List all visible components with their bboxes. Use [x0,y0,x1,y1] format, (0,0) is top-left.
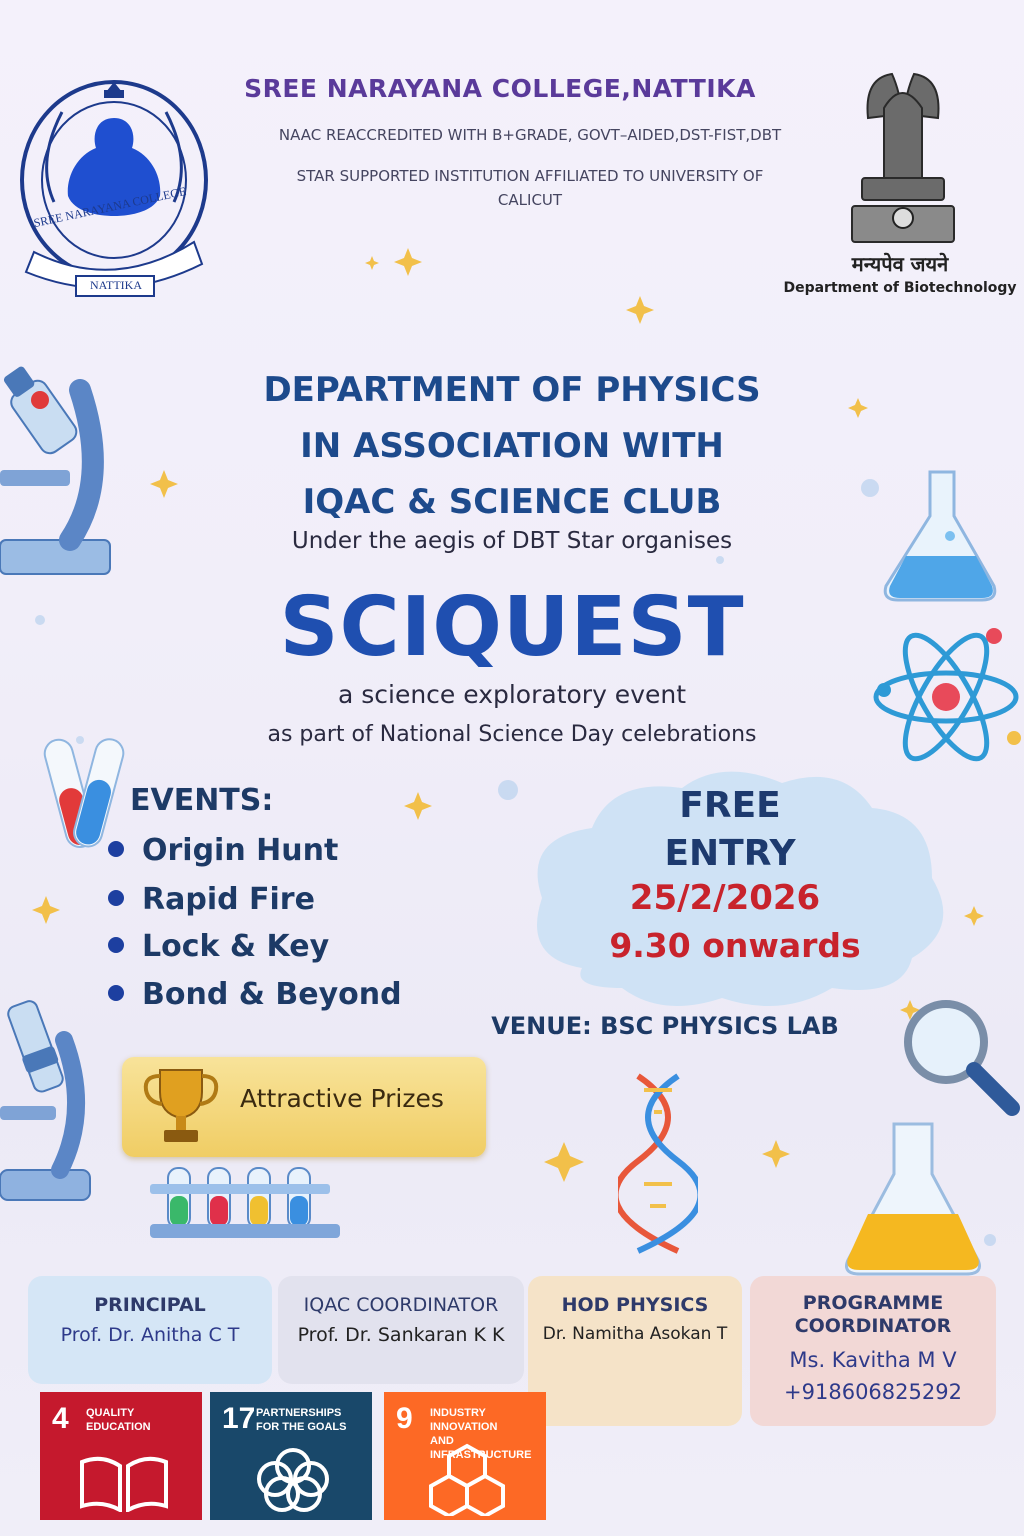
sdg-4-tile [40,1392,202,1520]
event-item-origin-hunt [108,833,338,868]
bullet-icon [108,841,124,857]
event-date: 25/2/2026 [629,878,821,918]
dna-helix-icon [618,1066,698,1256]
flask-illustration [880,466,1000,606]
event-time: 9.30 onwards [609,926,861,965]
event-item-label: Bond & Beyond [142,977,402,1012]
iqac-coordinator-name: Prof. Dr. Sankaran K K [297,1324,505,1346]
programme-coordinator-name: Ms. Kavitha M V [789,1348,957,1372]
dbt-motto: मन्यपेव जयने [851,252,949,276]
accreditation-line-1: NAAC REACCREDITED WITH B+GRADE, GOVT–AIDED,DST-FIST,DBT [278,126,782,144]
hod-physics-role: HOD PHYSICS [561,1294,709,1316]
conical-flask-illustration [838,1118,988,1278]
magnifying-glass-icon [898,994,1024,1120]
sdg-label [256,1406,366,1434]
event-item-label: Lock & Key [142,929,330,964]
programme-coordinator-card [750,1276,996,1426]
sdg-label-line-2: EDUCATION [86,1421,151,1433]
event-name: SCIQUEST [279,580,745,675]
bullet-icon [108,937,124,953]
programme-coordinator-role [750,1292,996,1338]
sdg-label-line-1: QUALITY [86,1407,135,1419]
prizes-label: Attractive Prizes [240,1084,444,1113]
college-name: SREE NARAYANA COLLEGE,NATTIKA [244,74,756,103]
iqac-coordinator-card [278,1276,524,1384]
programme-coordinator-phone: +918606825292 [784,1380,962,1404]
principal-role: PRINCIPAL [94,1294,206,1316]
rings-icon [250,1444,336,1514]
sdg-label-line-1: PARTNERSHIPS [256,1407,342,1419]
sdg-number: 9 [396,1402,413,1435]
event-item-label: Origin Hunt [142,833,339,868]
events-heading: EVENTS: [130,783,274,818]
hod-physics-name: Dr. Namitha Asokan T [542,1324,728,1344]
free-entry-line-2: ENTRY [664,833,796,874]
principal-name: Prof. Dr. Anitha C T [60,1324,240,1346]
department-line-1: DEPARTMENT OF PHYSICS [263,370,761,410]
event-item-rapid-fire [108,882,315,917]
atom-icon [868,622,1024,772]
sdg-label [86,1406,196,1434]
accreditation-line-2 [230,164,830,212]
test-tube-rack-illustration [150,1162,340,1242]
department-heading [0,362,1024,530]
microscope-illustration-2 [0,990,100,1210]
free-entry-label [590,782,870,878]
sdg-label-line-1: INDUSTRY INNOVATION [430,1407,498,1433]
programme-coordinator-role-line-2: COORDINATOR [794,1315,952,1337]
bullet-icon [108,985,124,1001]
sdg-label-line-2: FOR THE GOALS [256,1421,347,1433]
event-occasion: as part of National Science Day celebrations [267,722,757,747]
event-item-label: Rapid Fire [142,882,315,917]
event-venue: VENUE: BSC PHYSICS LAB [491,1012,839,1040]
sdg-number: 4 [52,1402,69,1435]
department-line-3: IQAC & SCIENCE CLUB [302,482,722,522]
dbt-department-name: Department of Biotechnology [783,280,1017,296]
national-emblem-icon [838,58,968,258]
book-pen-icon [74,1452,174,1512]
department-line-2: IN ASSOCIATION WITH [300,426,724,466]
logo-ring-text: SREE NARAYANA COLLEGE [32,183,188,231]
logo-place-text: NATTIKA [90,278,142,292]
accreditation-line-2-text: STAR SUPPORTED INSTITUTION AFFILIATED TO UNIVERSITY OF [296,167,764,185]
cubes-icon [422,1442,512,1516]
accreditation-line-3-text: CALICUT [497,191,563,209]
event-item-bond-beyond [108,977,402,1012]
hod-physics-card [528,1276,742,1426]
trophy-icon [138,1064,224,1150]
iqac-coordinator-role: IQAC COORDINATOR [303,1294,499,1316]
aegis-line: Under the aegis of DBT Star organises [291,528,733,554]
principal-card [28,1276,272,1384]
sdg-9-tile [384,1392,546,1520]
college-logo [14,62,214,297]
free-entry-line-1: FREE [679,785,781,826]
sdg-label-line-2: AND INFRASTRUCTURE [430,1435,532,1461]
event-tagline: a science exploratory event [337,680,687,709]
programme-coordinator-role-line-1: PROGRAMME [802,1292,944,1314]
event-item-lock-key [108,929,329,964]
sdg-number: 17 [222,1402,256,1435]
sdg-17-tile [210,1392,372,1520]
bullet-icon [108,890,124,906]
